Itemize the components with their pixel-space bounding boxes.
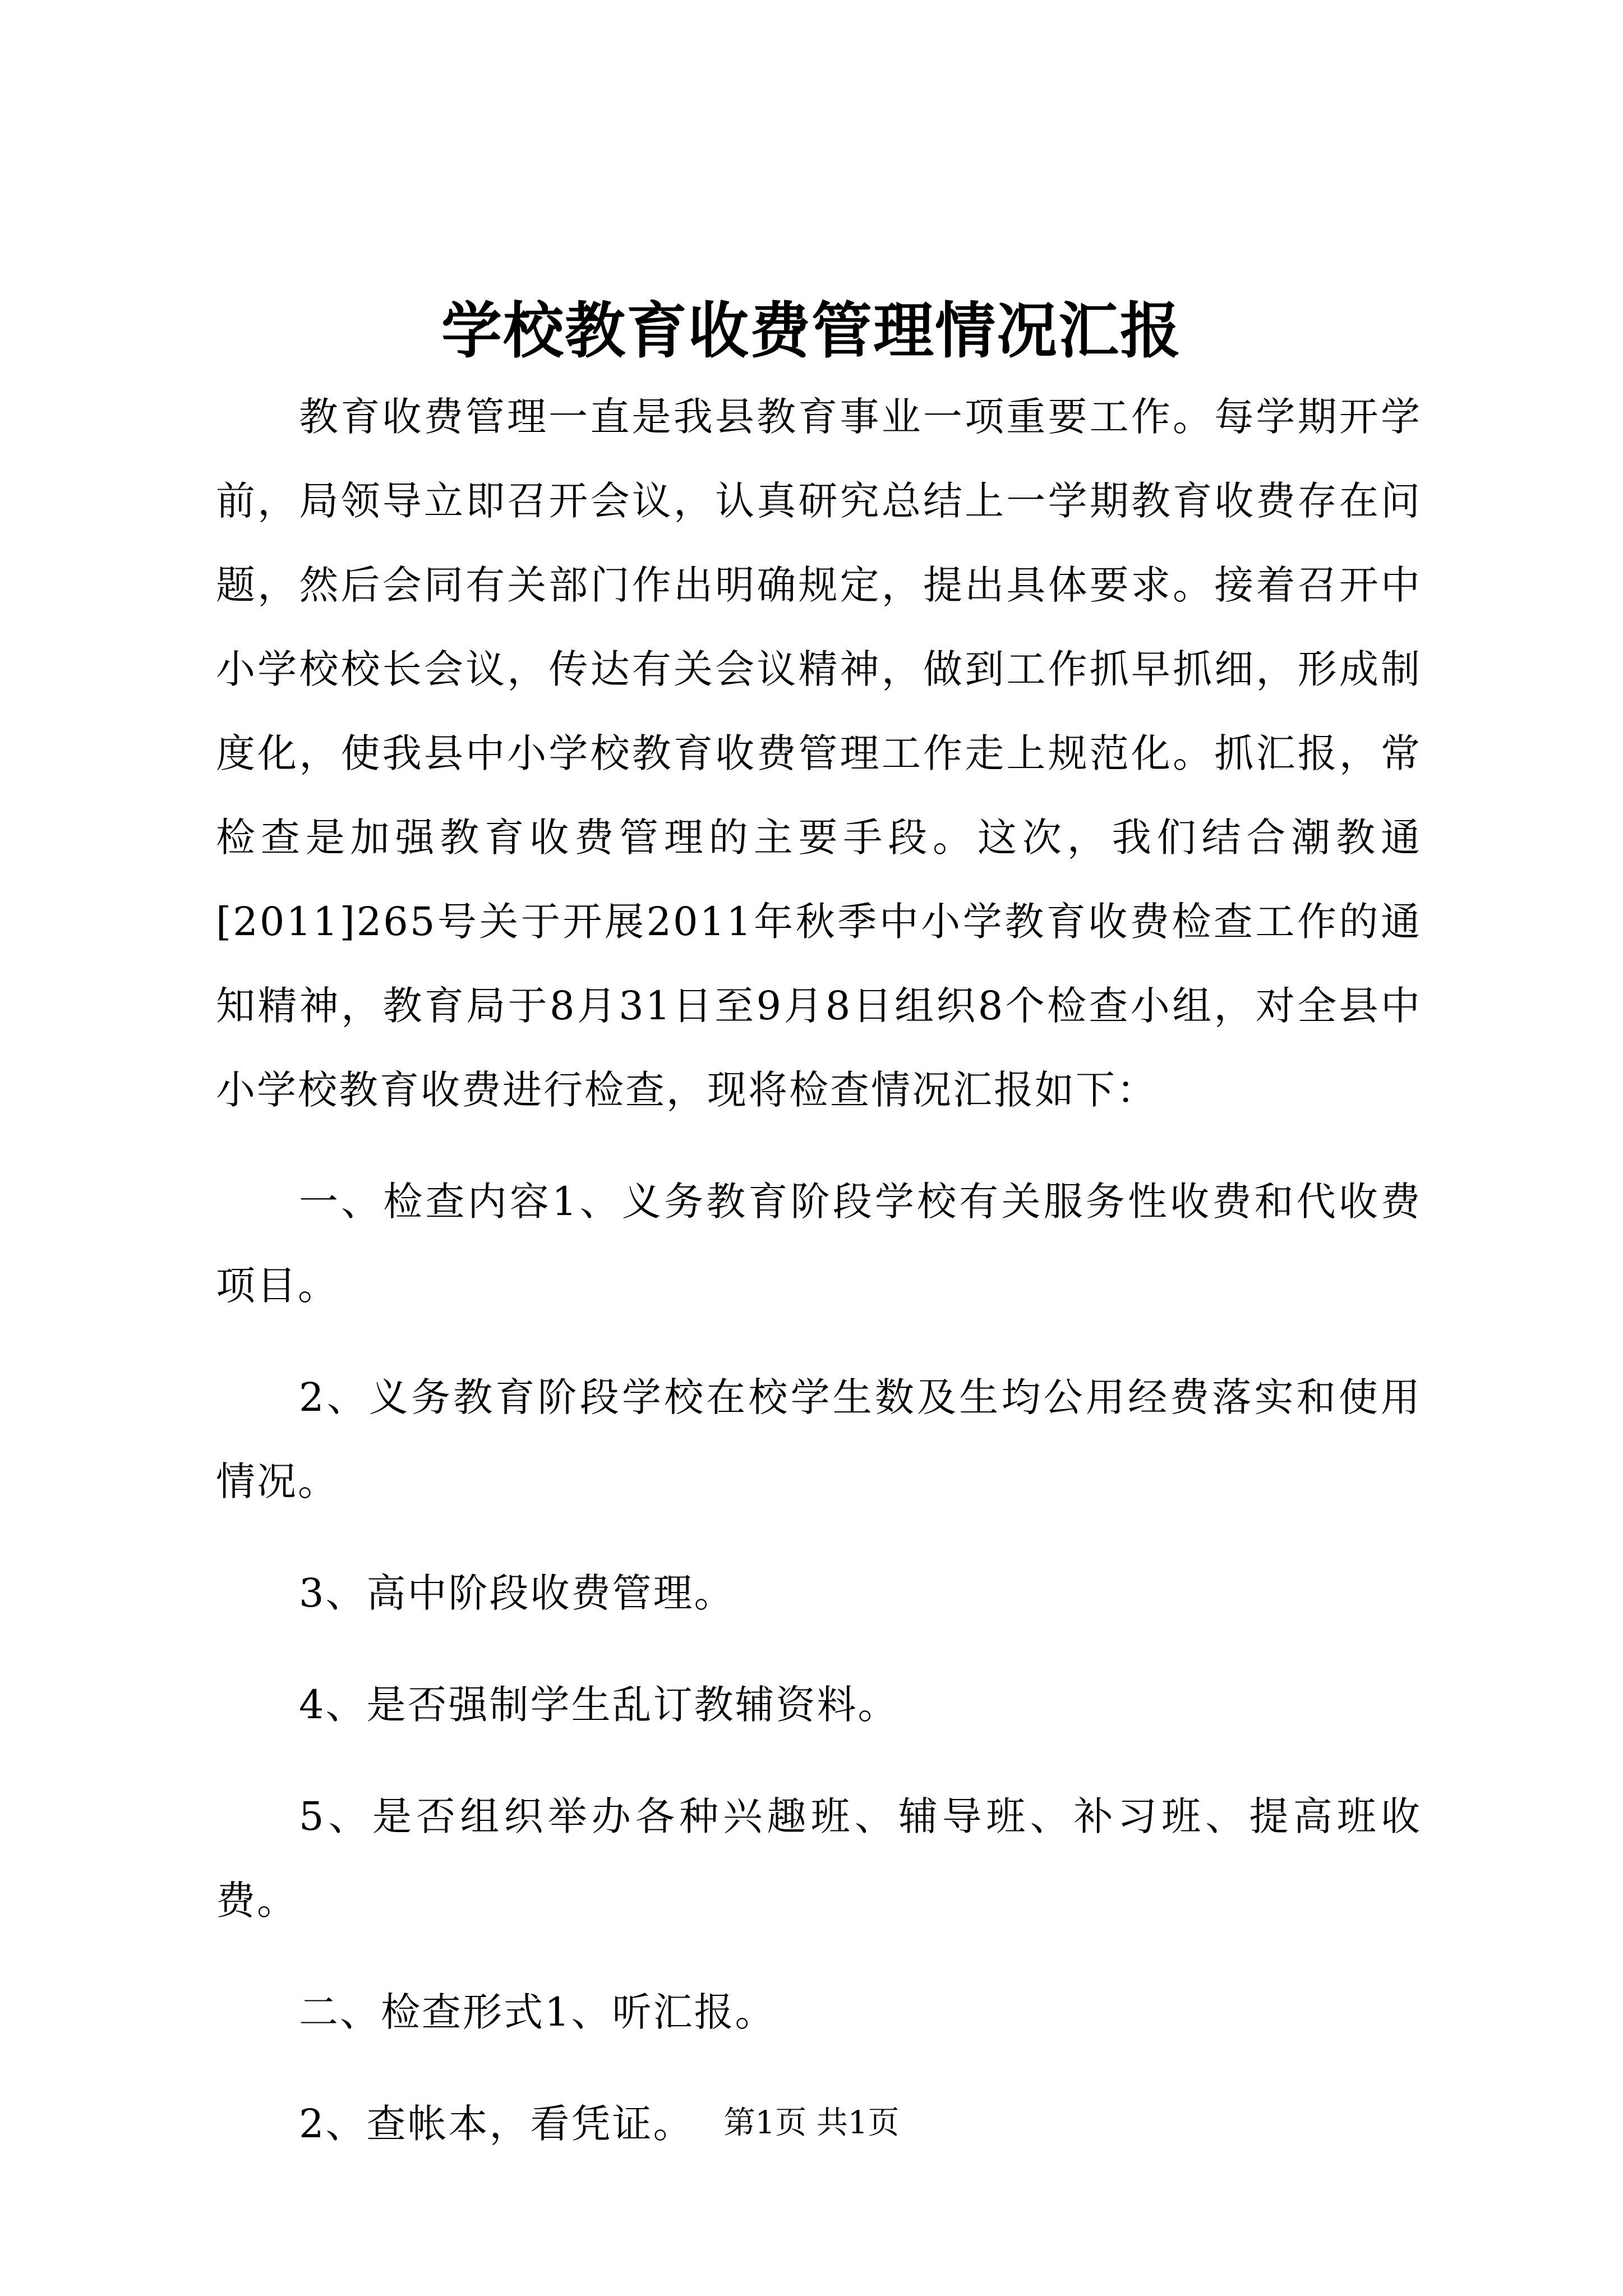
paragraph-section-1-item-1: 一、检查内容1、义务教育阶段学校有关服务性收费和代收费项目。	[216, 1179, 1422, 1309]
paragraph-section-2-item-1: 二、检查形式1、听汇报。	[299, 1989, 776, 2035]
document-body	[216, 375, 1422, 2193]
paragraph-section-1-item-4: 4、是否强制学生乱订教辅资料。	[299, 1682, 899, 1728]
paragraph-section-1-item-3: 3、高中阶段收费管理。	[299, 1570, 735, 1616]
paragraph-section-1-item-2: 2、义务教育阶段学校在校学生数及生均公用经费落实和使用情况。	[216, 1374, 1422, 1504]
paragraph-section-2-item-2: 2、查帐本，看凭证。	[299, 2101, 694, 2147]
paragraph-section-1-item-5: 5、是否组织举办各种兴趣班、辅导班、补习班、提高班收费。	[216, 1793, 1422, 1924]
paragraph-intro: 教育收费管理一直是我县教育事业一项重要工作。每学期开学前，局领导立即召开会议，认真研究总结上一学期教育收费存在问题，然后会同有关部门作出明确规定，提出具体要求。接着召开中小学校校长会议，传达有关会议精神，做到工作抓早抓细，形成制度化，使我县中小学校教育收费管理工作走上规范化。抓汇报，常检查是加强教育收费管理的主要手段。这次，我们结合潮教通[2011]265号关于开展2011年秋季中小学教育收费检查工作的通知精神，教育局于8月31日至9月8日组织8个检查小组，对全县中小学校教育收费进行检查，现将检查情况汇报如下：	[216, 394, 1422, 1113]
document-title: 学校教育收费管理情况汇报	[441, 296, 1182, 366]
page-footer: 第1页 共1页	[723, 2105, 900, 2141]
